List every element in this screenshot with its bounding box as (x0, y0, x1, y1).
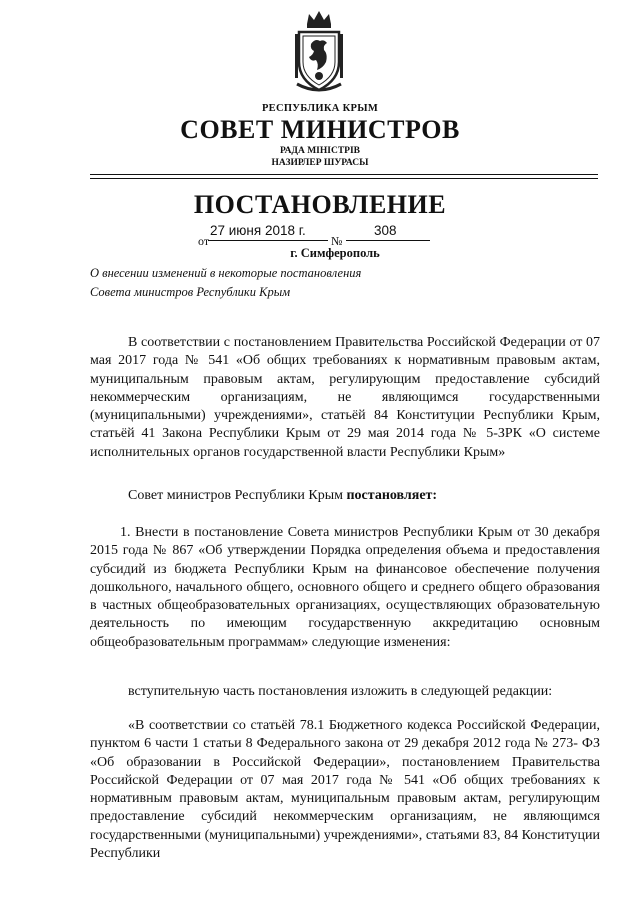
number-underline (346, 240, 430, 241)
council-title-ukrainian: РАДА МІНІСТРІВ (279, 146, 360, 156)
resolution-text: Совет министров Республики Крым (128, 488, 347, 503)
date-prefix: от (198, 234, 210, 248)
amendment-text-paragraph: «В соответствии со статьёй 78.1 Бюджетного кодекса Российской Федерации, пунктом 6 части 1 статьи 8 Федерального закона от 29 декабря 2012 года № 273- ФЗ «Об образовании в Российской Федерации», постановлением Правительства Российской Федерации от 07 мая 2017 года № 541 «Об общих требованиях к нормативным правовым актам, муниципальным правовым актам, регулирующим предоставление субсидий некоммерческим организациям, не являющимся государственными (муниципальными) учреждениями», статьями 83, 84 Конституции Республики (90, 718, 600, 862)
council-title-crimean-tatar: НАЗИРЛЕР ШУРАСЫ (271, 158, 369, 168)
republic-name: РЕСПУБЛИКА КРЫМ (261, 103, 379, 114)
crimea-coat-of-arms-icon (293, 10, 345, 96)
document-subject: О внесении изменений в некоторые постановления Совета министров Республики Крым (90, 266, 362, 299)
council-title: СОВЕТ МИНИСТРОВ (180, 115, 460, 144)
clause-1-paragraph: 1. Внести в постановление Совета министров Республики Крым от 30 декабря 2015 года № 867 «Об утверждении Порядка определения объема и предоставления субсидий из бюджета Республики Крым на финансовое обеспечение получения дошкольного, начального общего, основного общего и среднего общего образования в частных общеобразовательных организациях, осуществляющих образовательную деятельность по имеющим государственную аккредитацию основным общеобразовательным программам» следующие изменения: (90, 525, 600, 650)
document-type: ПОСТАНОВЛЕНИЕ (193, 190, 447, 219)
header-divider (90, 174, 598, 175)
document-date: 27 июня 2018 г. (210, 223, 306, 238)
amendment-intro-paragraph: вступительную часть постановления изложить в следующей редакции: (128, 684, 553, 699)
date-underline (208, 240, 328, 241)
number-prefix: № (331, 234, 343, 248)
resolution-verb: постановляет: (346, 488, 438, 503)
resolution-paragraph (90, 487, 600, 505)
header-divider (90, 178, 598, 179)
preamble-paragraph: В соответствии с постановлением Правительства Российской Федерации от 07 мая 2017 года № 541 «Об общих требованиях к нормативным правовым актам, муниципальным правовым актам, регулирующим предоставление субсидий некоммерческим организациям, не являющимся государственными (муниципальными) учреждениями», статьёй 84 Конституции Республики Крым, статьёй 41 Закона Республики Крым от 29 мая 2014 года № 5-ЗРК «О системе исполнительных органов государственной власти Республики Крым» (90, 335, 600, 460)
document-number: 308 (374, 223, 397, 238)
date-number-line (198, 224, 438, 248)
city: г. Симферополь (290, 246, 380, 260)
